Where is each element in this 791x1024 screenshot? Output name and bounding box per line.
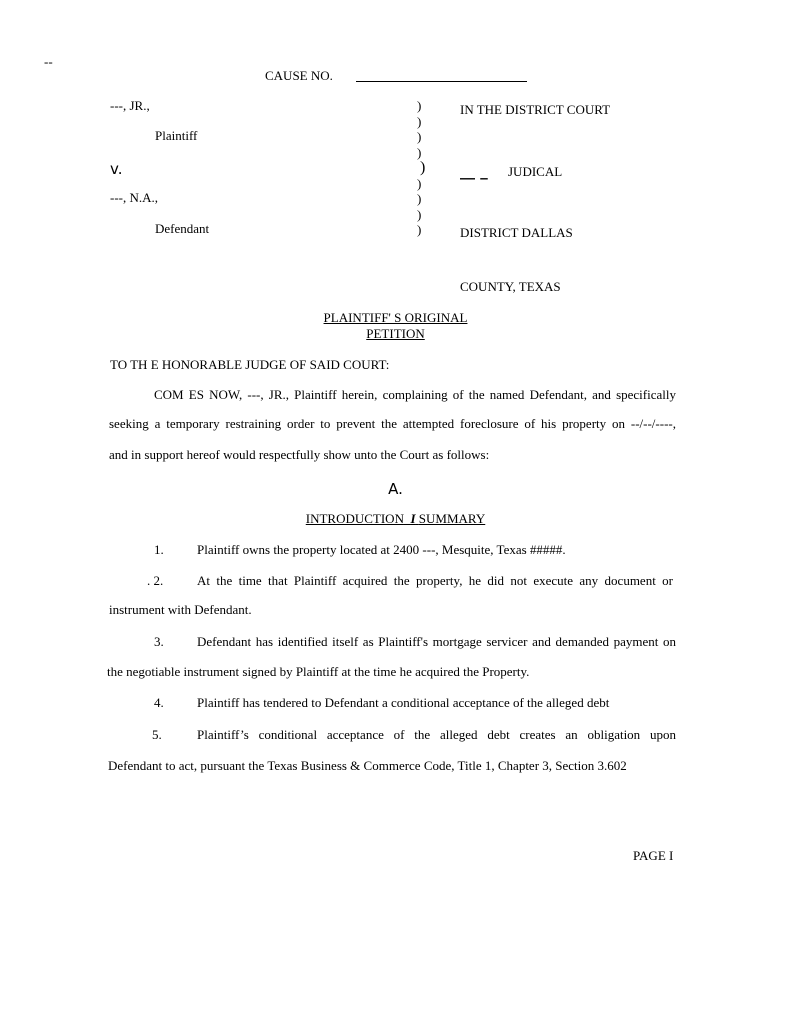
cause-number-blank bbox=[356, 68, 527, 82]
salutation: TO TH E HONORABLE JUDGE OF SAID COURT: bbox=[110, 357, 390, 372]
paragraph-number: 3. bbox=[154, 634, 164, 649]
intro-line-1: COM ES NOW, ---, JR., Plaintiff herein, complaining of the named Defendant, and specifically bbox=[154, 387, 676, 402]
document-title bbox=[0, 310, 791, 326]
caption-paren: ) bbox=[417, 207, 422, 222]
defendant-role: Defendant bbox=[155, 221, 210, 236]
page-number: PAGE I bbox=[633, 848, 674, 863]
cause-label-text: CAUSE NO. bbox=[265, 68, 333, 83]
section-heading bbox=[0, 511, 791, 527]
title-line-1: PLAINTIFF' S ORIGINAL bbox=[323, 310, 468, 325]
paragraph-number: . 2. bbox=[147, 573, 164, 588]
paragraph-line: Defendant to act, pursuant the Texas Business & Commerce Code, Title 1, Chapter 3, Section 3.602 bbox=[108, 758, 627, 773]
paragraph-number: 4. bbox=[154, 695, 164, 710]
caption-paren: ) bbox=[417, 145, 422, 160]
court-line-1: IN THE DISTRICT COURT bbox=[460, 102, 611, 117]
paragraph-line: At the time that Plaintiff acquired the property, he did not execute any document or bbox=[197, 573, 673, 588]
paragraph-number: 1. bbox=[154, 542, 164, 557]
versus-label: v. bbox=[110, 160, 123, 178]
paragraph-line: instrument with Defendant. bbox=[109, 602, 252, 617]
caption-paren: ) bbox=[417, 222, 422, 237]
paragraph-line: the negotiable instrument signed by Plaintiff at the time he acquired the Property. bbox=[107, 664, 530, 679]
corner-mark: -- bbox=[44, 54, 53, 69]
section-heading-part2: SUMMARY bbox=[418, 511, 486, 526]
caption-paren: ) bbox=[417, 191, 422, 206]
caption-paren: ) bbox=[417, 98, 422, 113]
paragraph-line: Plaintiff has tendered to Defendant a conditional acceptance of the alleged debt bbox=[197, 695, 610, 710]
caption-paren: ) bbox=[417, 129, 422, 144]
paragraph-line: Plaintiff owns the property located at 2400 ---, Mesquite, Texas #####. bbox=[197, 542, 566, 557]
district-number-blank: __ _ bbox=[460, 162, 488, 180]
court-line-4: COUNTY, TEXAS bbox=[460, 279, 561, 294]
title-line-2: PETITION bbox=[366, 326, 425, 341]
plaintiff-name: ---, JR., bbox=[110, 98, 150, 113]
court-line-2: JUDICAL bbox=[508, 164, 563, 179]
intro-line-3: and in support hereof would respectfully show unto the Court as follows: bbox=[109, 447, 490, 462]
cause-number-label bbox=[265, 68, 333, 84]
court-line-3: DISTRICT DALLAS bbox=[460, 225, 573, 240]
section-heading-slash: I bbox=[410, 511, 416, 526]
paragraph-line: Defendant has identified itself as Plaintiff's mortgage servicer and demanded payment on bbox=[197, 634, 676, 649]
document-title-2 bbox=[0, 326, 791, 342]
defendant-name: ---, N.A., bbox=[110, 190, 159, 205]
caption-paren: ) bbox=[417, 114, 422, 129]
section-heading-part1: INTRODUCTION bbox=[305, 511, 404, 526]
section-letter: A. bbox=[388, 480, 403, 498]
caption-paren: ) bbox=[417, 176, 422, 191]
plaintiff-role: Plaintiff bbox=[155, 128, 198, 143]
paragraph-line: Plaintiff’s conditional acceptance of the alleged debt creates an obligation upon bbox=[197, 727, 676, 742]
paragraph-number: 5. bbox=[152, 727, 162, 742]
intro-line-2: seeking a temporary restraining order to prevent the attempted foreclosure of his property on --/--/----, bbox=[109, 416, 676, 431]
caption-paren: ) bbox=[420, 159, 426, 176]
